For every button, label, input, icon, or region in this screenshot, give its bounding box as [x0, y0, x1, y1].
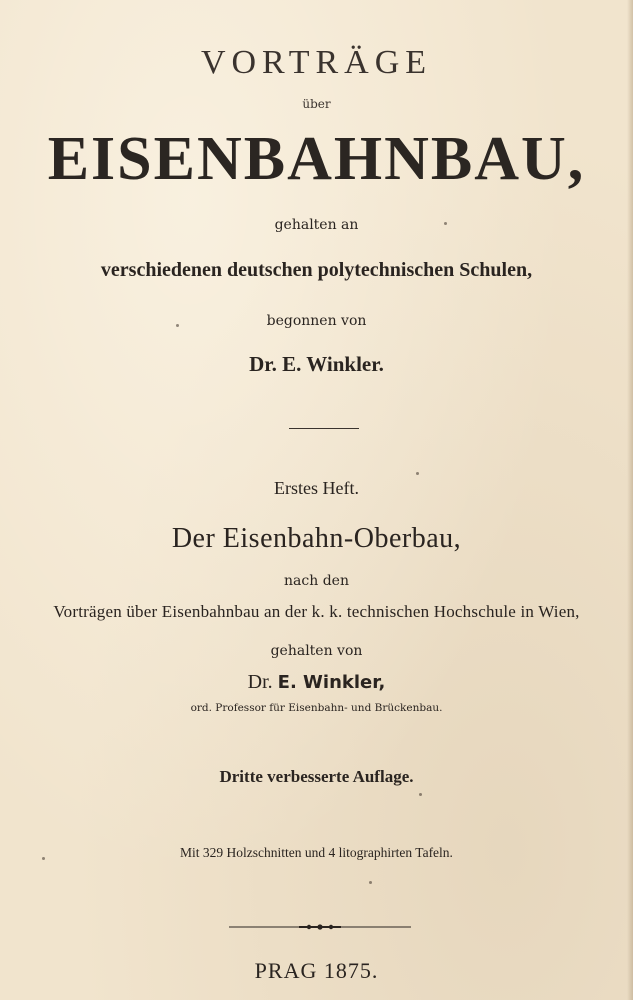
text-holzschnitte: Mit 329 Holzschnitten und 4 litographirten Tafeln. — [180, 845, 453, 860]
paper-speck — [42, 857, 45, 860]
heading-vortraege: VORTRÄGE — [200, 44, 433, 81]
text-professor: ord. Professor für Eisenbahn- und Brückenbau. — [190, 702, 443, 714]
paper-speck — [369, 881, 372, 884]
imprint: PRAG 1875. — [254, 958, 379, 983]
text-auflage: Dritte verbesserte Auflage. — [219, 767, 414, 786]
text-begonnen-von: begonnen von — [266, 313, 367, 329]
author-2-prefix: Dr. — [247, 671, 273, 693]
text-gehalten-an: gehalten an — [274, 217, 359, 233]
paper-speck — [176, 324, 179, 327]
paper-speck — [416, 472, 419, 475]
text-schulen: verschiedenen deutschen polytechnischen Schulen, — [100, 259, 533, 281]
author-name-1: Dr. E. Winkler. — [249, 352, 384, 376]
divider-rule — [289, 428, 359, 429]
subtitle: Der Eisenbahn-Oberbau, — [171, 523, 462, 554]
author-2-name: E. Winkler, — [277, 672, 386, 693]
text-gehalten-von: gehalten von — [270, 643, 363, 659]
text-vortraegen-wien: Vorträgen über Eisenbahnbau an der k. k. technischen Hochschule in Wien, — [53, 602, 580, 621]
paper-speck — [419, 793, 422, 796]
text-nach-den: nach den — [284, 573, 349, 589]
text-heft: Erstes Heft. — [274, 478, 359, 498]
text-ueber: über — [302, 97, 331, 111]
main-title: EISENBAHNBAU, — [47, 125, 586, 193]
ornament-rule — [229, 922, 411, 932]
paper-speck — [444, 222, 447, 225]
author-line-2 — [0, 672, 633, 692]
